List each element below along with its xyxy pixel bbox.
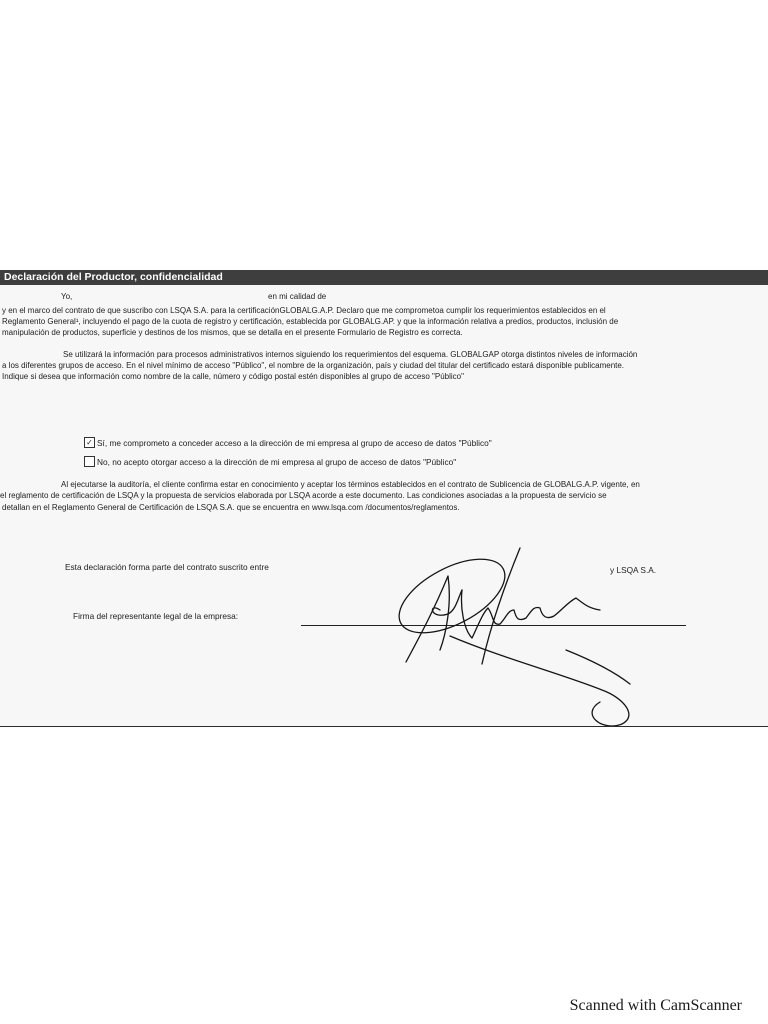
audit-line: detallan en el Reglamento General de Certificación de LSQA S.A. que se encuentra en www.lsqa.com /documentos/reglamentos. xyxy=(2,503,460,512)
section-header xyxy=(0,270,768,285)
intro-calidad: en mi calidad de xyxy=(268,292,327,301)
audit-line: el reglamento de certificación de LSQA y la propuesta de servicios elaborada por LSQA acorde a este documento. Las condiciones asociadas a la propuesta de servicio se xyxy=(0,491,607,500)
scanner-watermark: Scanned with CamScanner xyxy=(569,997,742,1014)
no-option-label: No, no acepto otorgar acceso a la dirección de mi empresa al grupo de acceso de datos "Público" xyxy=(97,457,457,467)
intro-line: manipulación de productos, superficie y destinos de los mismos, que se detalla en el presente Formulario de Registro es correcta. xyxy=(2,328,463,337)
declaration-form xyxy=(0,270,768,727)
info-line: Se utilizará la información para procesos administrativos internos siguiendo los requerimientos del esquema. GLOBALGAP otorga distintos niveles de información xyxy=(63,350,638,359)
contract-statement: Esta declaración forma parte del contrato suscrito entre xyxy=(65,562,269,572)
info-line: a los diferentes grupos de acceso. En el nivel mínimo de acceso "Público", el nombre de la organización, país y ciudad del titular del certificado estará disponible publicamente. xyxy=(2,361,625,370)
yes-option-label: Sí, me comprometo a conceder acceso a la dirección de mi empresa al grupo de acceso de datos "Público" xyxy=(97,438,492,448)
handwritten-signature xyxy=(390,546,650,726)
signature-label: Firma del representante legal de la empresa: xyxy=(73,611,239,621)
contract-party: y LSQA S.A. xyxy=(610,565,657,575)
audit-line: Al ejecutarse la auditoría, el cliente confirma estar en conocimiento y aceptar los términos establecidos en el contrato de Sublicencia de GLOBALG.A.P. vigente, en xyxy=(61,480,640,489)
intro-line: y en el marco del contrato de que suscribo con LSQA S.A. para la certificaciónGLOBALG.A.P. Declaro que me comprometoa cumplir los requerimientos establecidos en el xyxy=(2,306,606,315)
section-title: Declaración del Productor, confidencialidad xyxy=(4,271,223,283)
no-checkbox[interactable] xyxy=(84,456,95,467)
info-line: Indique si desea que información como nombre de la calle, número y código postal estén disponibles al grupo de acceso "Público" xyxy=(2,372,464,381)
intro-yo: Yo, xyxy=(61,292,73,301)
yes-checkbox[interactable]: ✓ xyxy=(84,437,95,448)
intro-line: Reglamento General¹, incluyendo el pago de la cuota de registro y certificación, establecida por GLOBALG.AP. y que la información relativa a predios, productos, inclusión de xyxy=(2,317,619,326)
